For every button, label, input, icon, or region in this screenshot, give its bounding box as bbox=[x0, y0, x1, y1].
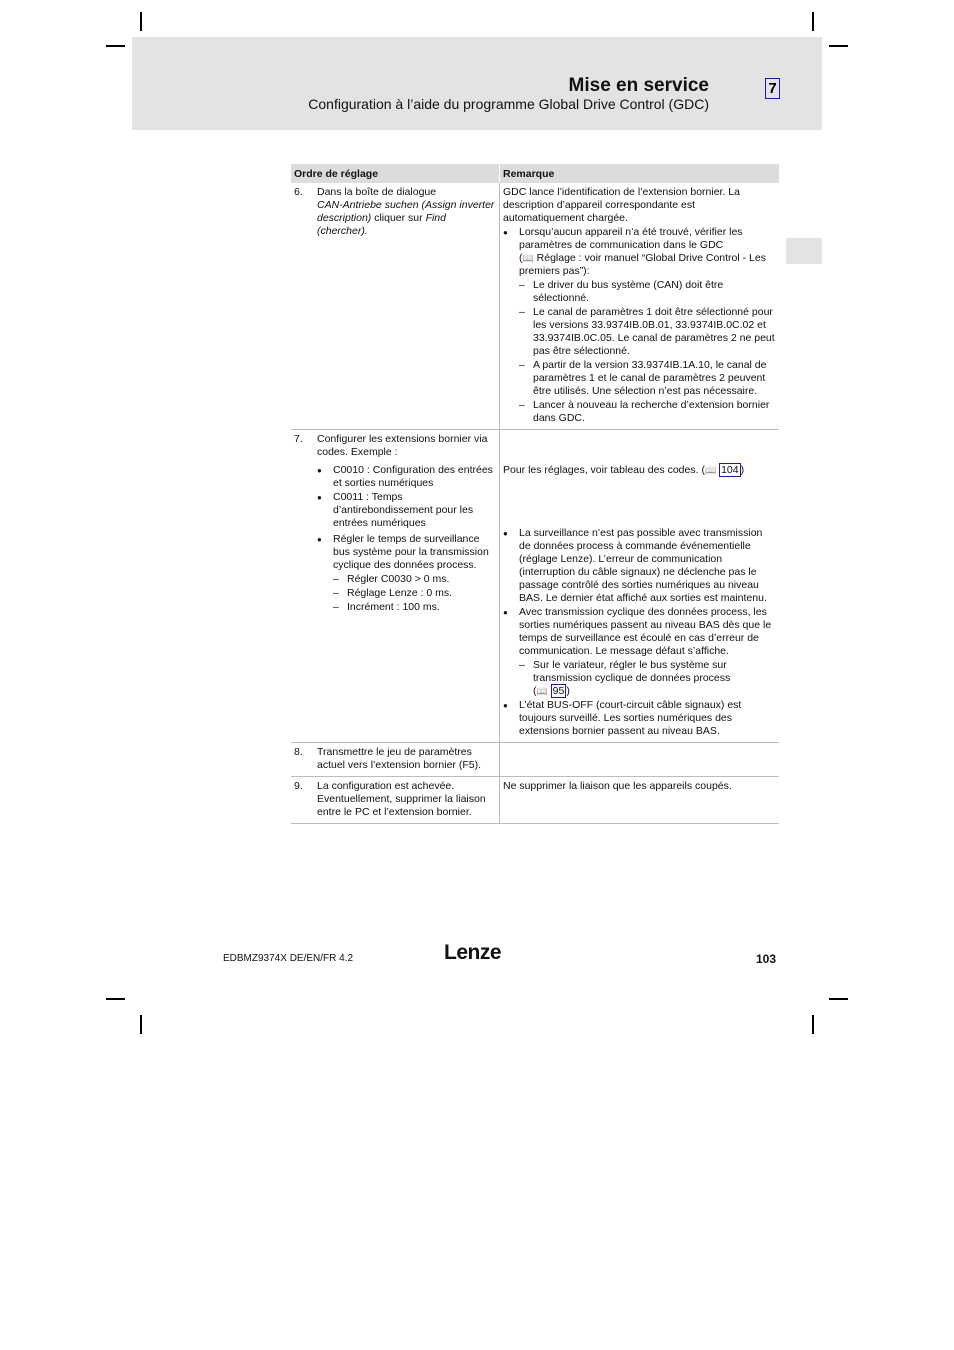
header-band bbox=[132, 37, 822, 130]
remark-text: Pour les réglages, voir tableau des codes. (📖 104 ) bbox=[503, 464, 745, 476]
bullet-icon: ● bbox=[317, 535, 322, 544]
bullet-text: Régler le temps de surveillance bus système pour la transmission cyclique des données process. bbox=[333, 533, 489, 571]
table-row bbox=[291, 430, 779, 743]
dash-text: Le driver du bus système (CAN) doit être sélectionné. bbox=[533, 279, 724, 304]
remark-text: Ne supprimer la liaison que les appareils coupés. bbox=[503, 780, 732, 792]
dash-item bbox=[519, 279, 776, 305]
lenze-logo: Lenze bbox=[444, 941, 502, 964]
table-header-row bbox=[291, 164, 779, 183]
table-row bbox=[291, 777, 779, 824]
chapter-title: Mise en service bbox=[568, 75, 709, 96]
remark-text-part: Pour les réglages, voir tableau des codes. ( bbox=[503, 464, 705, 476]
crop-mark bbox=[140, 1015, 142, 1034]
step-text: Transmettre le jeu de paramètres actuel vers l’extension bornier (F5). bbox=[317, 746, 481, 771]
step-number: 9. bbox=[294, 780, 303, 792]
list-item: ● Lorsqu’aucun appareil n’a été trouvé, vérifier les paramètres de communication dans le GDC (📖 Réglage : voir manuel “Global Drive Control - Les premiers pas”): bbox=[503, 226, 766, 277]
document-id: EDBMZ9374X DE/EN/FR 4.2 bbox=[223, 953, 354, 964]
book-icon: 📖 bbox=[522, 253, 534, 263]
list-item bbox=[317, 533, 496, 572]
chapter-side-tab bbox=[786, 238, 822, 264]
dash-item bbox=[519, 359, 776, 398]
step-cell bbox=[291, 183, 500, 430]
reference-text: Réglage : voir manuel “Global Drive Control - Les premiers pas”): bbox=[519, 252, 766, 277]
dialog-name: CAN-Antriebe suchen (Assign inverter description) bbox=[317, 199, 495, 224]
list-item bbox=[503, 606, 776, 658]
crop-mark bbox=[812, 1015, 814, 1034]
crop-mark bbox=[829, 45, 848, 47]
page-reference-link[interactable]: 95 bbox=[552, 685, 565, 697]
button-name: Find (chercher). bbox=[317, 212, 446, 237]
chapter-number-badge[interactable]: 7 bbox=[765, 78, 780, 99]
dash-text: Le canal de paramètres 1 doit être sélectionné pour les versions 33.9374IB.0B.01, 33.9374IB.0C.02 et 33.9374IB.0C.05. Le canal de paramètres 2 ne peut pas être sélectionné. bbox=[533, 306, 775, 357]
dash-text: Réglage Lenze : 0 ms. bbox=[347, 587, 453, 599]
bullet-text: L’état BUS-OFF (court-circuit câble signaux) est toujours surveillé. Les sorties numériques des extensions bornier passent au niveau BAS. bbox=[519, 699, 742, 737]
dash-item bbox=[519, 399, 776, 425]
dash-item bbox=[333, 573, 496, 586]
list-item bbox=[503, 699, 776, 738]
crop-mark bbox=[106, 45, 125, 47]
dash-text: Sur le variateur, régler le bus système sur transmission cyclique de données process bbox=[533, 659, 731, 684]
bullet-text: Avec transmission cyclique des données process, les sorties numériques passent au niveau BAS dès que le temps de surveillance est écoulé en cas d’erreur de communication. Le message défaut s’affiche. bbox=[519, 606, 772, 657]
bullet-icon: ● bbox=[503, 228, 508, 237]
dash-text: Incrément : 100 ms. bbox=[347, 601, 440, 613]
remark-text: GDC lance l’identification de l’extension bornier. La description d’appareil correspondante est automatiquement chargée. bbox=[503, 186, 740, 224]
bullet-icon: ● bbox=[503, 529, 508, 538]
crop-mark bbox=[812, 12, 814, 31]
bullet-icon: ● bbox=[317, 493, 322, 502]
dash-icon: – bbox=[519, 399, 525, 411]
bullet-text: Lorsqu’aucun appareil n’a été trouvé, vérifier les paramètres de communication dans le GDC bbox=[519, 226, 743, 251]
dash-item: – Sur le variateur, régler le bus système sur transmission cyclique de données process (📖 95 ) bbox=[519, 659, 731, 697]
list-item bbox=[317, 491, 496, 530]
column-header-remark: Remarque bbox=[500, 164, 780, 183]
step-cell bbox=[291, 430, 500, 743]
procedure-table bbox=[291, 164, 779, 824]
step-number: 7. bbox=[294, 433, 303, 445]
dash-item bbox=[519, 306, 776, 358]
dash-icon: – bbox=[519, 306, 525, 318]
table-row bbox=[291, 183, 779, 430]
bullet-text: La surveillance n’est pas possible avec transmission de données process à commande événementielle (réglage Lenze). L’erreur de communication (interruption du câble signaux) ne déclenche pas le passage contrôlé des sorties numériques au niveau BAS. Le dernier état affiché aux sorties est maintenu. bbox=[519, 527, 767, 604]
dash-icon: – bbox=[519, 359, 525, 371]
column-header-order: Ordre de réglage bbox=[291, 164, 500, 183]
remark-cell bbox=[500, 430, 780, 743]
step-number: 8. bbox=[294, 746, 303, 758]
dash-icon: – bbox=[333, 587, 339, 599]
bullet-icon: ● bbox=[317, 466, 322, 475]
step-text-part: cliquer sur bbox=[371, 212, 426, 224]
step-text: La configuration est achevée. Eventuellement, supprimer la liaison entre le PC et l’extension bornier. bbox=[317, 780, 486, 818]
remark-cell bbox=[500, 743, 780, 777]
page-reference-link[interactable]: 104 bbox=[721, 464, 739, 476]
remark-cell bbox=[500, 183, 780, 430]
dash-icon: – bbox=[333, 573, 339, 585]
step-text: Configurer les extensions bornier via codes. Exemple : bbox=[317, 433, 488, 458]
book-icon: 📖 bbox=[536, 686, 548, 696]
crop-mark bbox=[829, 998, 848, 1000]
step-cell bbox=[291, 743, 500, 777]
list-item bbox=[317, 464, 496, 490]
page-number: 103 bbox=[755, 952, 776, 966]
remark-cell bbox=[500, 777, 780, 824]
dash-text: A partir de la version 33.9374IB.1A.10, le canal de paramètres 1 et le canal de paramètres 2 peuvent être utilisés. Une sélection n’est pas nécessaire. bbox=[533, 359, 767, 397]
dash-text: Régler C0030 > 0 ms. bbox=[347, 573, 450, 585]
bullet-icon: ● bbox=[503, 608, 508, 617]
step-text-part: Dans la boîte de dialogue bbox=[317, 186, 437, 198]
bullet-icon: ● bbox=[503, 701, 508, 710]
step-text bbox=[317, 186, 496, 238]
crop-mark bbox=[106, 998, 125, 1000]
crop-mark bbox=[140, 12, 142, 31]
dash-icon: – bbox=[519, 279, 525, 291]
list-item bbox=[503, 527, 776, 605]
bullet-text: C0010 : Configuration des entrées et sorties numériques bbox=[333, 464, 493, 489]
table-row bbox=[291, 743, 779, 777]
dash-icon: – bbox=[519, 659, 525, 671]
step-number: 6. bbox=[294, 186, 303, 198]
step-cell bbox=[291, 777, 500, 824]
dash-text: Lancer à nouveau la recherche d’extension bornier dans GDC. bbox=[533, 399, 770, 424]
chapter-subtitle: Configuration à l’aide du programme Global Drive Control (GDC) bbox=[308, 96, 709, 112]
dash-item bbox=[333, 601, 496, 614]
bullet-text: C0011 : Temps d’antirebondissement pour les entrées numériques bbox=[333, 491, 474, 529]
book-icon: 📖 bbox=[704, 465, 717, 475]
dash-item bbox=[333, 587, 496, 600]
dash-icon: – bbox=[333, 601, 339, 613]
